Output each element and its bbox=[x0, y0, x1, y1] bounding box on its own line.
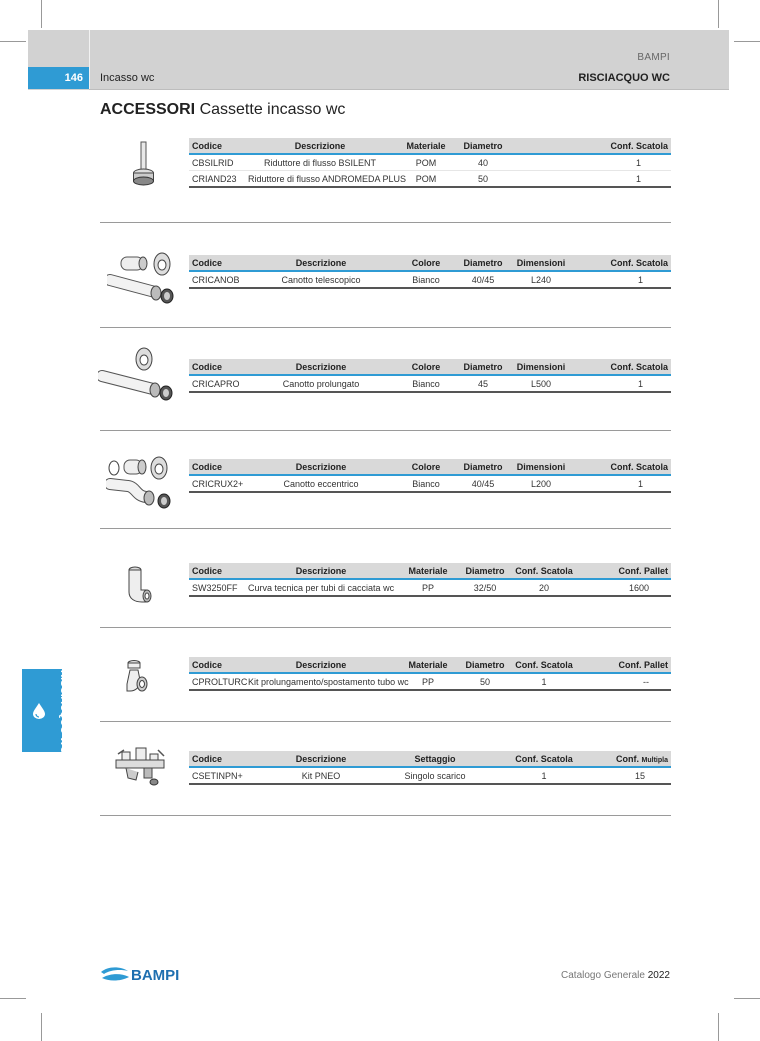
col-header: Colore bbox=[395, 255, 457, 271]
header-brand: BAMPI bbox=[637, 52, 670, 63]
product-dimensions: L200 bbox=[509, 475, 573, 492]
col-header-text: Conf. bbox=[616, 753, 640, 764]
water-drop-icon bbox=[32, 703, 46, 719]
product-table bbox=[189, 459, 671, 493]
crop-mark bbox=[734, 998, 760, 999]
col-header: Conf. Scatola bbox=[573, 255, 671, 271]
flow-reducer-image bbox=[128, 140, 160, 190]
product-code: CSETINPN+ bbox=[189, 767, 245, 784]
section-divider bbox=[100, 327, 671, 328]
side-tab-label: RISCIACQUO WC bbox=[58, 670, 69, 754]
product-code: CRIAND23 bbox=[189, 171, 245, 188]
product-table bbox=[189, 751, 671, 785]
col-header bbox=[509, 138, 564, 154]
product-description: Canotto telescopico bbox=[247, 271, 395, 288]
title-strong: ACCESSORI bbox=[100, 101, 196, 118]
empty-cell bbox=[509, 154, 564, 171]
pneumatic-kit-image bbox=[114, 744, 168, 788]
product-material: PP bbox=[397, 579, 459, 596]
table-row bbox=[189, 475, 671, 492]
product-diameter: 40 bbox=[457, 154, 509, 171]
table-row bbox=[189, 767, 671, 784]
col-header: Conf. Scatola bbox=[564, 138, 671, 154]
col-header: Settaggio bbox=[397, 751, 473, 767]
box-qty: 1 bbox=[511, 673, 577, 690]
empty-cell bbox=[509, 171, 564, 188]
crop-mark bbox=[41, 0, 42, 28]
crop-mark bbox=[718, 0, 719, 28]
col-header: Dimensioni bbox=[509, 459, 573, 475]
product-table bbox=[189, 563, 671, 597]
pallet-qty: 1600 bbox=[577, 579, 671, 596]
box-qty: 1 bbox=[573, 475, 671, 492]
pallet-qty: -- bbox=[577, 673, 671, 690]
col-header: Descrizione bbox=[247, 359, 395, 375]
col-header: Codice bbox=[189, 255, 247, 271]
col-header: Conf. Scatola bbox=[511, 751, 577, 767]
col-header: Materiale bbox=[397, 563, 459, 579]
product-description: Riduttore di flusso BSILENT bbox=[245, 154, 395, 171]
catalog-year: 2022 bbox=[647, 970, 670, 981]
product-diameter: 50 bbox=[459, 673, 511, 690]
extended-pipe-image bbox=[98, 345, 176, 403]
table-row bbox=[189, 171, 671, 188]
col-header: Diametro bbox=[457, 255, 509, 271]
product-dimensions: L500 bbox=[509, 375, 573, 392]
col-header: Descrizione bbox=[245, 657, 397, 673]
col-header: Diametro bbox=[459, 563, 511, 579]
section-divider bbox=[100, 222, 671, 223]
col-header: Dimensioni bbox=[509, 255, 573, 271]
section-divider bbox=[100, 721, 671, 722]
table-row bbox=[189, 271, 671, 288]
product-description: Kit PNEO bbox=[245, 767, 397, 784]
box-qty: 1 bbox=[564, 171, 671, 188]
product-code: CBSILRID bbox=[189, 154, 245, 171]
product-description: Kit prolungamento/spostamento tubo wc bbox=[245, 673, 397, 690]
col-header: Materiale bbox=[395, 138, 457, 154]
col-header: Colore bbox=[395, 459, 457, 475]
product-diameter: 32/50 bbox=[459, 579, 511, 596]
side-chapter-tab[interactable] bbox=[22, 669, 69, 754]
section-name: Incasso wc bbox=[100, 72, 155, 84]
col-header: Codice bbox=[189, 657, 245, 673]
box-qty: 1 bbox=[573, 375, 671, 392]
product-code: CRICAPRO bbox=[189, 375, 247, 392]
col-header: Conf. Scatola bbox=[511, 563, 577, 579]
product-table bbox=[189, 657, 671, 691]
col-header: Codice bbox=[189, 751, 245, 767]
col-header-small: Multipla bbox=[641, 756, 668, 764]
col-header: Conf. Pallet bbox=[577, 563, 671, 579]
empty-cell bbox=[473, 767, 511, 784]
product-table bbox=[189, 138, 671, 188]
brand-logo bbox=[100, 963, 190, 990]
product-code: SW3250FF bbox=[189, 579, 245, 596]
col-header: Conf. Scatola bbox=[573, 359, 671, 375]
product-description: Riduttore di flusso ANDROMEDA PLUS bbox=[245, 171, 395, 188]
product-setting: Singolo scarico bbox=[397, 767, 473, 784]
product-dimensions: L240 bbox=[509, 271, 573, 288]
product-table bbox=[189, 359, 671, 393]
product-diameter: 45 bbox=[457, 375, 509, 392]
product-description: Canotto eccentrico bbox=[247, 475, 395, 492]
col-header: Descrizione bbox=[245, 138, 395, 154]
catalog-name: Catalogo Generale bbox=[561, 970, 645, 981]
product-diameter: 40/45 bbox=[457, 475, 509, 492]
crop-mark bbox=[734, 41, 760, 42]
col-header bbox=[577, 751, 671, 767]
product-code: CRICRUX2+ bbox=[189, 475, 247, 492]
col-header: Codice bbox=[189, 359, 247, 375]
multiple-qty: 15 bbox=[577, 767, 671, 784]
product-color: Bianco bbox=[395, 271, 457, 288]
product-description: Curva tecnica per tubi di cacciata wc bbox=[245, 579, 397, 596]
product-material: PP bbox=[397, 673, 459, 690]
col-header bbox=[473, 751, 511, 767]
table-row bbox=[189, 375, 671, 392]
col-header: Diametro bbox=[457, 459, 509, 475]
product-material: POM bbox=[395, 171, 457, 188]
header-rule bbox=[89, 89, 729, 90]
table-row bbox=[189, 673, 671, 690]
section-divider bbox=[100, 627, 671, 628]
crop-mark bbox=[718, 1013, 719, 1041]
box-qty: 1 bbox=[573, 271, 671, 288]
table-row bbox=[189, 154, 671, 171]
product-code: CRICANOB bbox=[189, 271, 247, 288]
telescopic-pipe-image bbox=[107, 250, 177, 308]
box-qty: 1 bbox=[511, 767, 577, 784]
page-title bbox=[100, 100, 345, 120]
chapter-name: RISCIACQUO WC bbox=[578, 72, 670, 84]
crop-mark bbox=[41, 1013, 42, 1041]
title-rest: Cassette incasso wc bbox=[199, 101, 346, 118]
col-header: Descrizione bbox=[247, 255, 395, 271]
bampi-logo bbox=[100, 963, 190, 985]
product-diameter: 40/45 bbox=[457, 271, 509, 288]
box-qty: 20 bbox=[511, 579, 577, 596]
col-header: Conf. Scatola bbox=[511, 657, 577, 673]
bend-pipe-image bbox=[126, 566, 154, 606]
col-header: Colore bbox=[395, 359, 457, 375]
header-divider bbox=[89, 30, 90, 90]
col-header: Descrizione bbox=[247, 459, 395, 475]
extension-kit-image bbox=[122, 660, 152, 694]
col-header: Conf. Scatola bbox=[573, 459, 671, 475]
product-diameter: 50 bbox=[457, 171, 509, 188]
logo-text: BAMPI bbox=[131, 967, 180, 984]
product-color: Bianco bbox=[395, 475, 457, 492]
product-description: Canotto prolungato bbox=[247, 375, 395, 392]
catalog-label bbox=[561, 970, 670, 981]
crop-mark bbox=[0, 41, 26, 42]
box-qty: 1 bbox=[564, 154, 671, 171]
col-header: Materiale bbox=[397, 657, 459, 673]
col-header: Conf. Pallet bbox=[577, 657, 671, 673]
table-row bbox=[189, 579, 671, 596]
col-header: Descrizione bbox=[245, 563, 397, 579]
section-divider bbox=[100, 528, 671, 529]
col-header: Diametro bbox=[457, 359, 509, 375]
page-number: 146 bbox=[28, 67, 89, 89]
section-divider bbox=[100, 815, 671, 816]
col-header: Diametro bbox=[457, 138, 509, 154]
col-header: Codice bbox=[189, 563, 245, 579]
col-header: Diametro bbox=[459, 657, 511, 673]
col-header: Codice bbox=[189, 138, 245, 154]
product-table bbox=[189, 255, 671, 289]
product-material: POM bbox=[395, 154, 457, 171]
col-header: Dimensioni bbox=[509, 359, 573, 375]
product-color: Bianco bbox=[395, 375, 457, 392]
product-code: CPROLTURC bbox=[189, 673, 245, 690]
col-header: Descrizione bbox=[245, 751, 397, 767]
eccentric-pipe-image bbox=[106, 454, 178, 512]
col-header: Codice bbox=[189, 459, 247, 475]
crop-mark bbox=[0, 998, 26, 999]
section-divider bbox=[100, 430, 671, 431]
